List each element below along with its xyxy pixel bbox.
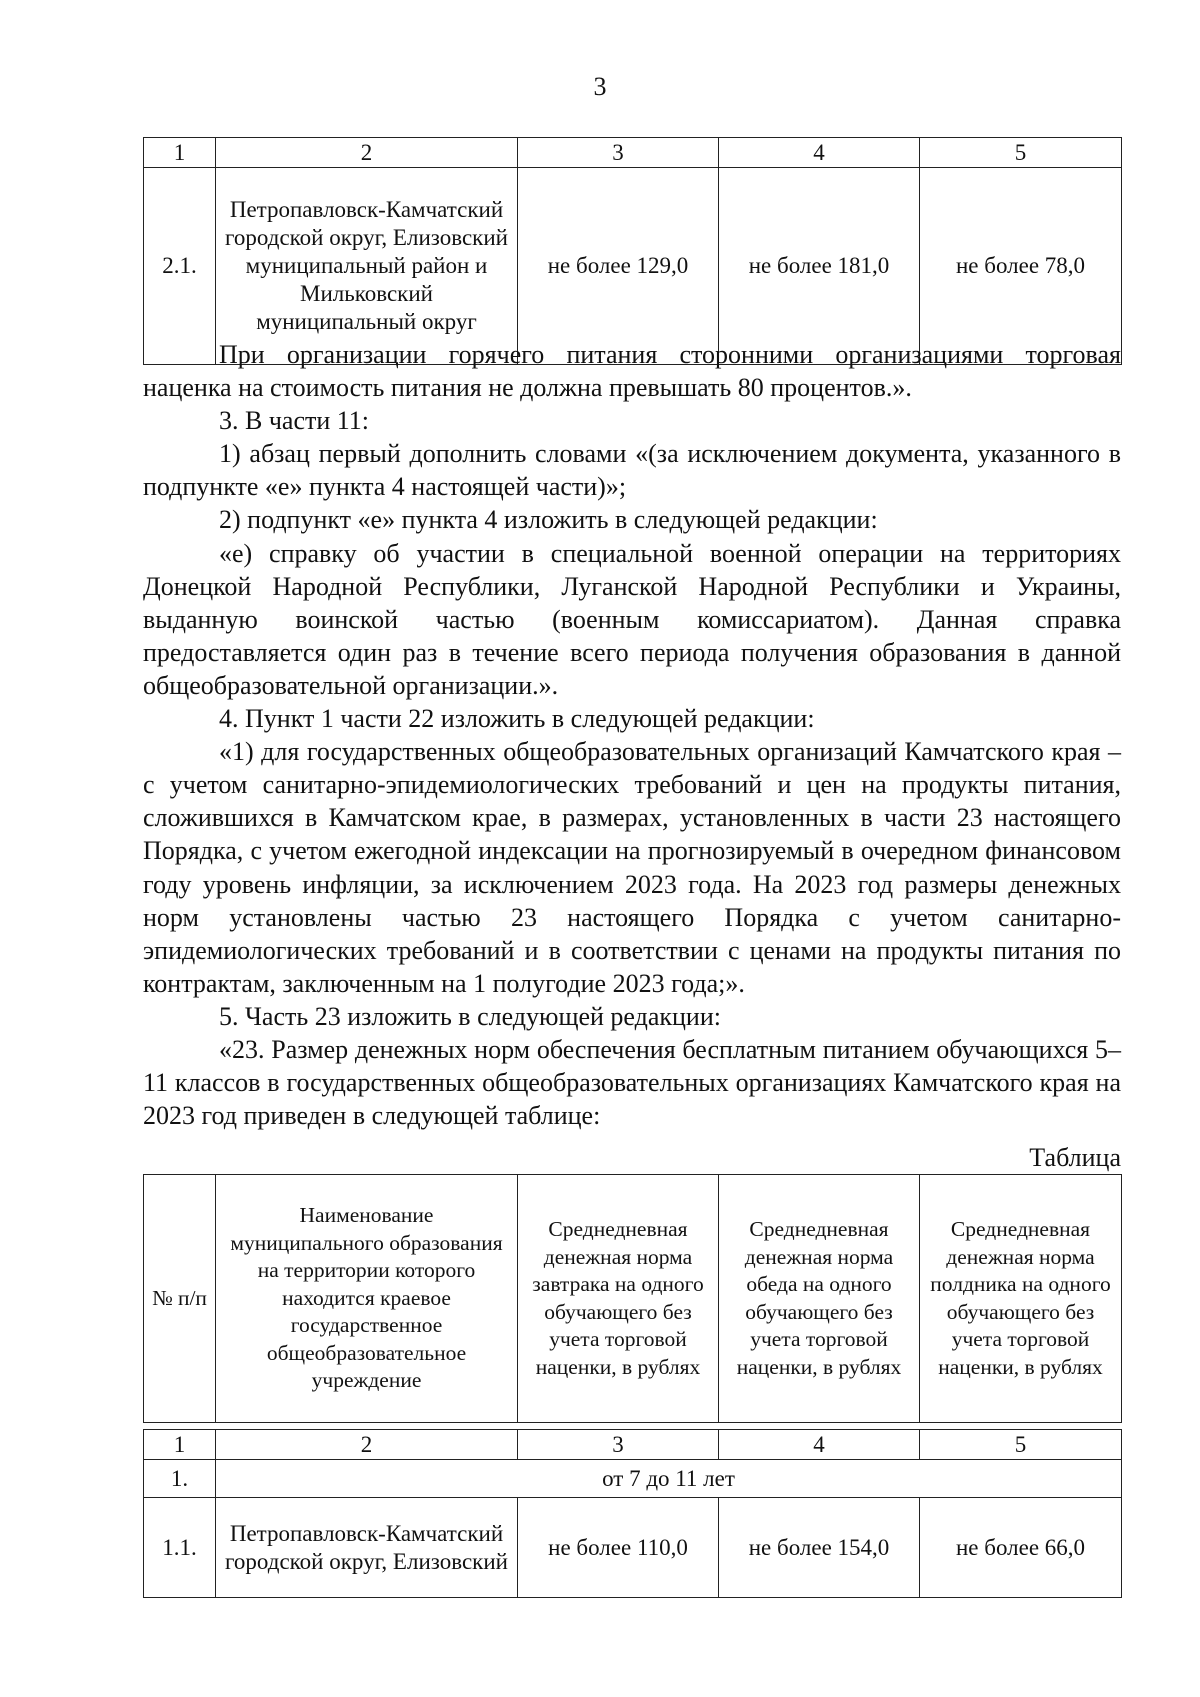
norms-table bbox=[143, 1174, 1122, 1598]
body-text bbox=[143, 338, 1121, 1132]
header-municipality: Наименование муниципального образования на территории которого находится краевое государственное общеобразовательное учреждение bbox=[216, 1175, 518, 1423]
column-number: 5 bbox=[920, 138, 1122, 168]
age-group-label: от 7 до 11 лет bbox=[216, 1460, 1122, 1498]
paragraph: 2) подпункт «е» пункта 4 изложить в следующей редакции: bbox=[219, 505, 878, 535]
header-breakfast: Среднедневная денежная норма завтрака на одного обучающего без учета торговой наценки, в рублях bbox=[518, 1175, 719, 1423]
municipality-cell: Петропавловск-Камчатский городской округ, Елизовский муниципальный район и Мильковский муниципальный округ bbox=[216, 168, 518, 365]
column-number: 4 bbox=[719, 138, 920, 168]
lunch-cell: не более 154,0 bbox=[719, 1498, 920, 1598]
municipality-cell: Петропавловск-Камчатский городской округ, Елизовский bbox=[216, 1498, 518, 1598]
header-lunch: Среднедневная денежная норма обеда на одного обучающего без учета торговой наценки, в рублях bbox=[719, 1175, 920, 1423]
column-number: 2 bbox=[216, 1430, 518, 1460]
paragraph: «е) справку об участии в специальной военной операции на территориях Донецкой Народной Республики, Луганской Народной Республики и Украины, выданную воинской частью (военным комиссариатом). Данная справка предоставляется один раз в течение всего периода получения образования в данной общеобразовательной организации.». bbox=[143, 538, 1121, 700]
breakfast-cell: не более 129,0 bbox=[518, 168, 719, 365]
paragraph: 1) абзац первый дополнить словами «(за исключением документа, указанного в подпункте «е» пункта 4 настоящей части)»; bbox=[143, 439, 1121, 502]
paragraph: 5. Часть 23 изложить в следующей редакции: bbox=[219, 1001, 721, 1031]
paragraph: «1) для государственных общеобразовательных организаций Камчатского края – с учетом санитарно-эпидемиологических требований и цен на продукты питания, сложившихся в Камчатском крае, в размерах, установленных в части 23 настоящего Порядка, с учетом ежегодной индексации на прогнозируемый в очередном финансовом году уровень инфляции, за исключением 2023 года. На 2023 год размеры денежных норм установлены частью 23 настоящего Порядка с учетом санитарно-эпидемиологических требований и в соответствии с ценами на продукты питания по контрактам, заключенным на 1 полугодие 2023 года;». bbox=[143, 737, 1121, 998]
snack-cell: не более 78,0 bbox=[920, 168, 1122, 365]
paragraph: При организации горячего питания сторонними организациями торговая наценка на стоимость питания не должна превышать 80 процентов.». bbox=[143, 340, 1121, 403]
paragraph: «23. Размер денежных норм обеспечения бесплатным питанием обучающихся 5–11 классов в государственных общеобразовательных организациях Камчатского края на 2023 год приведен в следующей таблице: bbox=[143, 1034, 1121, 1131]
table-continuation bbox=[143, 137, 1122, 365]
table-row bbox=[144, 1498, 1122, 1598]
header-number: № п/п bbox=[144, 1175, 216, 1423]
header-snack: Среднедневная денежная норма полдника на одного обучающего без учета торговой наценки, в рублях bbox=[920, 1175, 1122, 1423]
age-group-row bbox=[144, 1460, 1122, 1498]
breakfast-cell: не более 110,0 bbox=[518, 1498, 719, 1598]
snack-cell: не более 66,0 bbox=[920, 1498, 1122, 1598]
row-number: 1. bbox=[144, 1460, 216, 1498]
column-number-row bbox=[144, 138, 1122, 168]
column-number: 1 bbox=[144, 1430, 216, 1460]
paragraph: 4. Пункт 1 части 22 изложить в следующей редакции: bbox=[219, 704, 815, 734]
column-number-row bbox=[144, 1430, 1122, 1460]
table-row bbox=[144, 168, 1122, 365]
column-number: 4 bbox=[719, 1430, 920, 1460]
column-number: 5 bbox=[920, 1430, 1122, 1460]
paragraph: 3. В части 11: bbox=[219, 406, 370, 436]
table-header-row bbox=[144, 1175, 1122, 1423]
page-number: 3 bbox=[593, 72, 607, 101]
column-number: 1 bbox=[144, 138, 216, 168]
column-number: 3 bbox=[518, 1430, 719, 1460]
column-number: 3 bbox=[518, 138, 719, 168]
row-number: 1.1. bbox=[144, 1498, 216, 1598]
column-number: 2 bbox=[216, 138, 518, 168]
row-number: 2.1. bbox=[144, 168, 216, 365]
table-caption: Таблица bbox=[1029, 1143, 1121, 1172]
header-gap bbox=[144, 1423, 1122, 1430]
lunch-cell: не более 181,0 bbox=[719, 168, 920, 365]
